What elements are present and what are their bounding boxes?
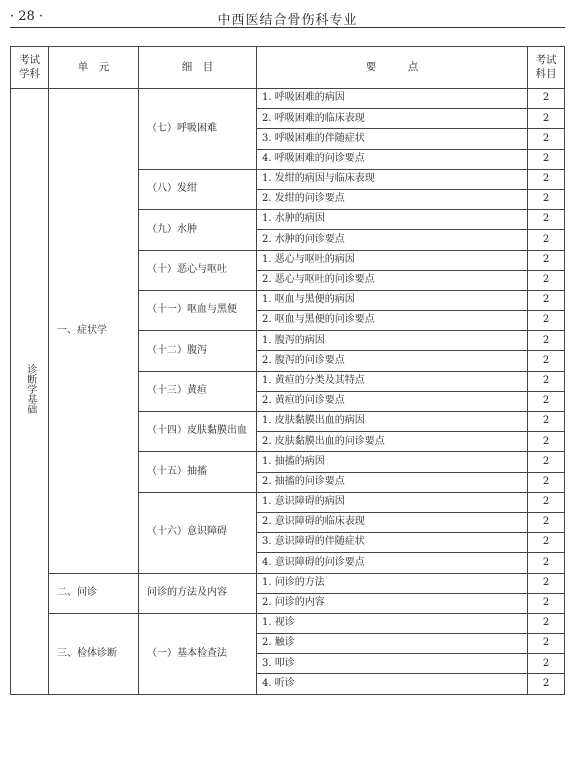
point-cell: 4. 听诊 [257,674,528,694]
unit-cell: 二、问诊 [49,573,139,613]
score-cell: 2 [528,351,565,371]
point-cell: 2. 呕血与黑便的问诊要点 [257,311,528,331]
header-points: 要 点 [257,47,528,89]
point-cell: 2. 发绀的问诊要点 [257,189,528,209]
point-cell: 4. 意识障碍的问诊要点 [257,553,528,573]
score-cell: 2 [528,432,565,452]
point-cell: 2. 抽搐的问诊要点 [257,472,528,492]
point-cell: 1. 抽搐的病因 [257,452,528,472]
detail-cell: （十）恶心与呕吐 [139,250,257,290]
header-title: 中西医结合骨伤科专业 [217,13,358,28]
point-cell: 4. 呼吸困难的问诊要点 [257,149,528,169]
score-cell: 2 [528,472,565,492]
score-cell: 2 [528,169,565,189]
unit-cell: 三、检体诊断 [49,613,139,694]
table-row [11,573,565,593]
point-cell: 1. 黄疸的分类及其特点 [257,371,528,391]
score-cell: 2 [528,613,565,633]
point-cell: 2. 触诊 [257,634,528,654]
page-number: · 28 · [10,9,44,24]
detail-cell: （十二）腹泻 [139,331,257,371]
detail-cell: （七）呼吸困难 [139,89,257,170]
point-cell: 2. 腹泻的问诊要点 [257,351,528,371]
score-cell: 2 [528,452,565,472]
detail-cell: （九）水肿 [139,210,257,250]
point-cell: 3. 意识障碍的伴随症状 [257,533,528,553]
page-header [0,0,575,32]
score-cell: 2 [528,553,565,573]
header-level: 考试 科目 [528,47,565,89]
point-cell: 1. 问诊的方法 [257,573,528,593]
point-cell: 1. 发绀的病因与临床表现 [257,169,528,189]
point-cell: 2. 意识障碍的临床表现 [257,512,528,532]
score-cell: 2 [528,391,565,411]
score-cell: 2 [528,129,565,149]
detail-cell: （十四）皮肤黏膜出血 [139,412,257,452]
header-subject: 考试 学科 [11,47,49,89]
point-cell: 1. 皮肤黏膜出血的病因 [257,412,528,432]
subject-label: 诊断学基础 [24,364,36,415]
score-cell: 2 [528,492,565,512]
unit-cell: 一、症状学 [49,89,139,574]
header-rule [10,27,565,28]
score-cell: 2 [528,311,565,331]
score-cell: 2 [528,634,565,654]
score-cell: 2 [528,533,565,553]
detail-cell: （一）基本检查法 [139,613,257,694]
header-unit: 单 元 [49,47,139,89]
score-cell: 2 [528,270,565,290]
detail-cell: （十六）意识障碍 [139,492,257,573]
score-cell: 2 [528,512,565,532]
header-detail: 细 目 [139,47,257,89]
point-cell: 1. 意识障碍的病因 [257,492,528,512]
score-cell: 2 [528,593,565,613]
point-cell: 2. 水肿的问诊要点 [257,230,528,250]
detail-cell: （十三）黄疸 [139,371,257,411]
point-cell: 2. 黄疸的问诊要点 [257,391,528,411]
score-cell: 2 [528,573,565,593]
point-cell: 1. 呕血与黑便的病因 [257,290,528,310]
point-cell: 1. 恶心与呕吐的病因 [257,250,528,270]
score-cell: 2 [528,230,565,250]
point-cell: 2. 皮肤黏膜出血的问诊要点 [257,432,528,452]
detail-cell: 问诊的方法及内容 [139,573,257,613]
score-cell: 2 [528,89,565,109]
point-cell: 3. 呼吸困难的伴随症状 [257,129,528,149]
score-cell: 2 [528,371,565,391]
score-cell: 2 [528,210,565,230]
subject-cell [11,89,49,695]
point-cell: 1. 腹泻的病因 [257,331,528,351]
point-cell: 2. 问诊的内容 [257,593,528,613]
score-cell: 2 [528,250,565,270]
point-cell: 1. 视诊 [257,613,528,633]
score-cell: 2 [528,674,565,694]
table-row [11,89,565,109]
point-cell: 2. 恶心与呕吐的问诊要点 [257,270,528,290]
detail-cell: （十五）抽搐 [139,452,257,492]
score-cell: 2 [528,654,565,674]
score-cell: 2 [528,290,565,310]
score-cell: 2 [528,331,565,351]
score-cell: 2 [528,109,565,129]
table-row [11,613,565,633]
point-cell: 2. 呼吸困难的临床表现 [257,109,528,129]
score-cell: 2 [528,189,565,209]
detail-cell: （十一）呕血与黑便 [139,290,257,330]
score-cell: 2 [528,149,565,169]
point-cell: 3. 叩诊 [257,654,528,674]
syllabus-table [10,46,565,695]
table-header-row [11,47,565,89]
point-cell: 1. 水肿的病因 [257,210,528,230]
point-cell: 1. 呼吸困难的病因 [257,89,528,109]
detail-cell: （八）发绀 [139,169,257,209]
score-cell: 2 [528,412,565,432]
